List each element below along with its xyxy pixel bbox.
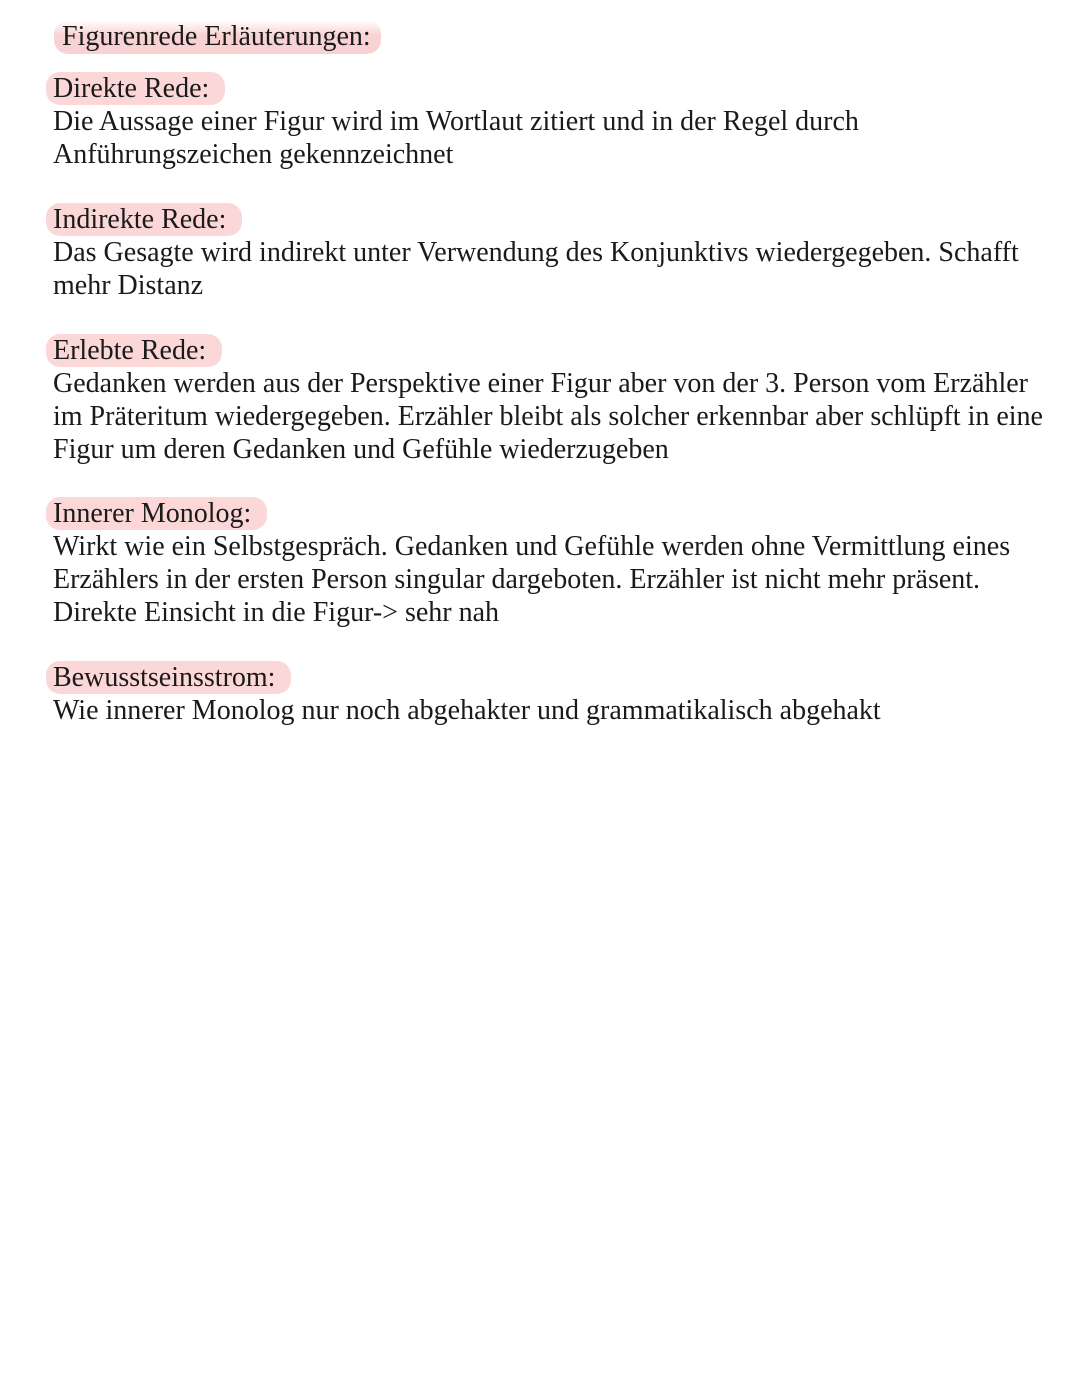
section-text: Das Gesagte wird indirekt unter Verwendung des Konjunktivs wiedergegeben. Schafft mehr Distanz [53, 237, 1019, 301]
section-erlebte-rede [46, 334, 1071, 466]
section-text: Die Aussage einer Figur wird im Wortlaut zitiert und in der Regel durch Anführungszeichen gekennzeichnet [53, 106, 859, 170]
section-heading: Erlebte Rede: [46, 334, 222, 367]
section-heading: Innerer Monolog: [46, 497, 267, 530]
page-title: Figurenrede Erläuterungen: [54, 20, 381, 54]
section-indirekte-rede [46, 203, 1071, 302]
section-heading: Direkte Rede: [46, 72, 225, 105]
section-text: Wirkt wie ein Selbstgespräch. Gedanken und Gefühle werden ohne Vermittlung eines Erzählers in der ersten Person singular dargeboten. Erzähler ist nicht mehr präsent. Direkte Einsicht in die Figur-> sehr nah [53, 531, 1011, 628]
section-heading: Indirekte Rede: [46, 203, 242, 236]
section-text: Gedanken werden aus der Perspektive einer Figur aber von der 3. Person vom Erzähler im Präteritum wiedergegeben. Erzähler bleibt als solcher erkennbar aber schlüpft in eine Figur um deren Gedanken und Gefühle wiederzugeben [53, 368, 1043, 465]
section-heading: Bewusstseinsstrom: [46, 661, 291, 694]
section-bewusstseinsstrom [46, 661, 1071, 727]
section-innerer-monolog [46, 497, 1071, 629]
section-text: Wie innerer Monolog nur noch abgehakter und grammatikalisch abgehakt [53, 695, 881, 726]
section-direkte-rede [46, 72, 1071, 171]
